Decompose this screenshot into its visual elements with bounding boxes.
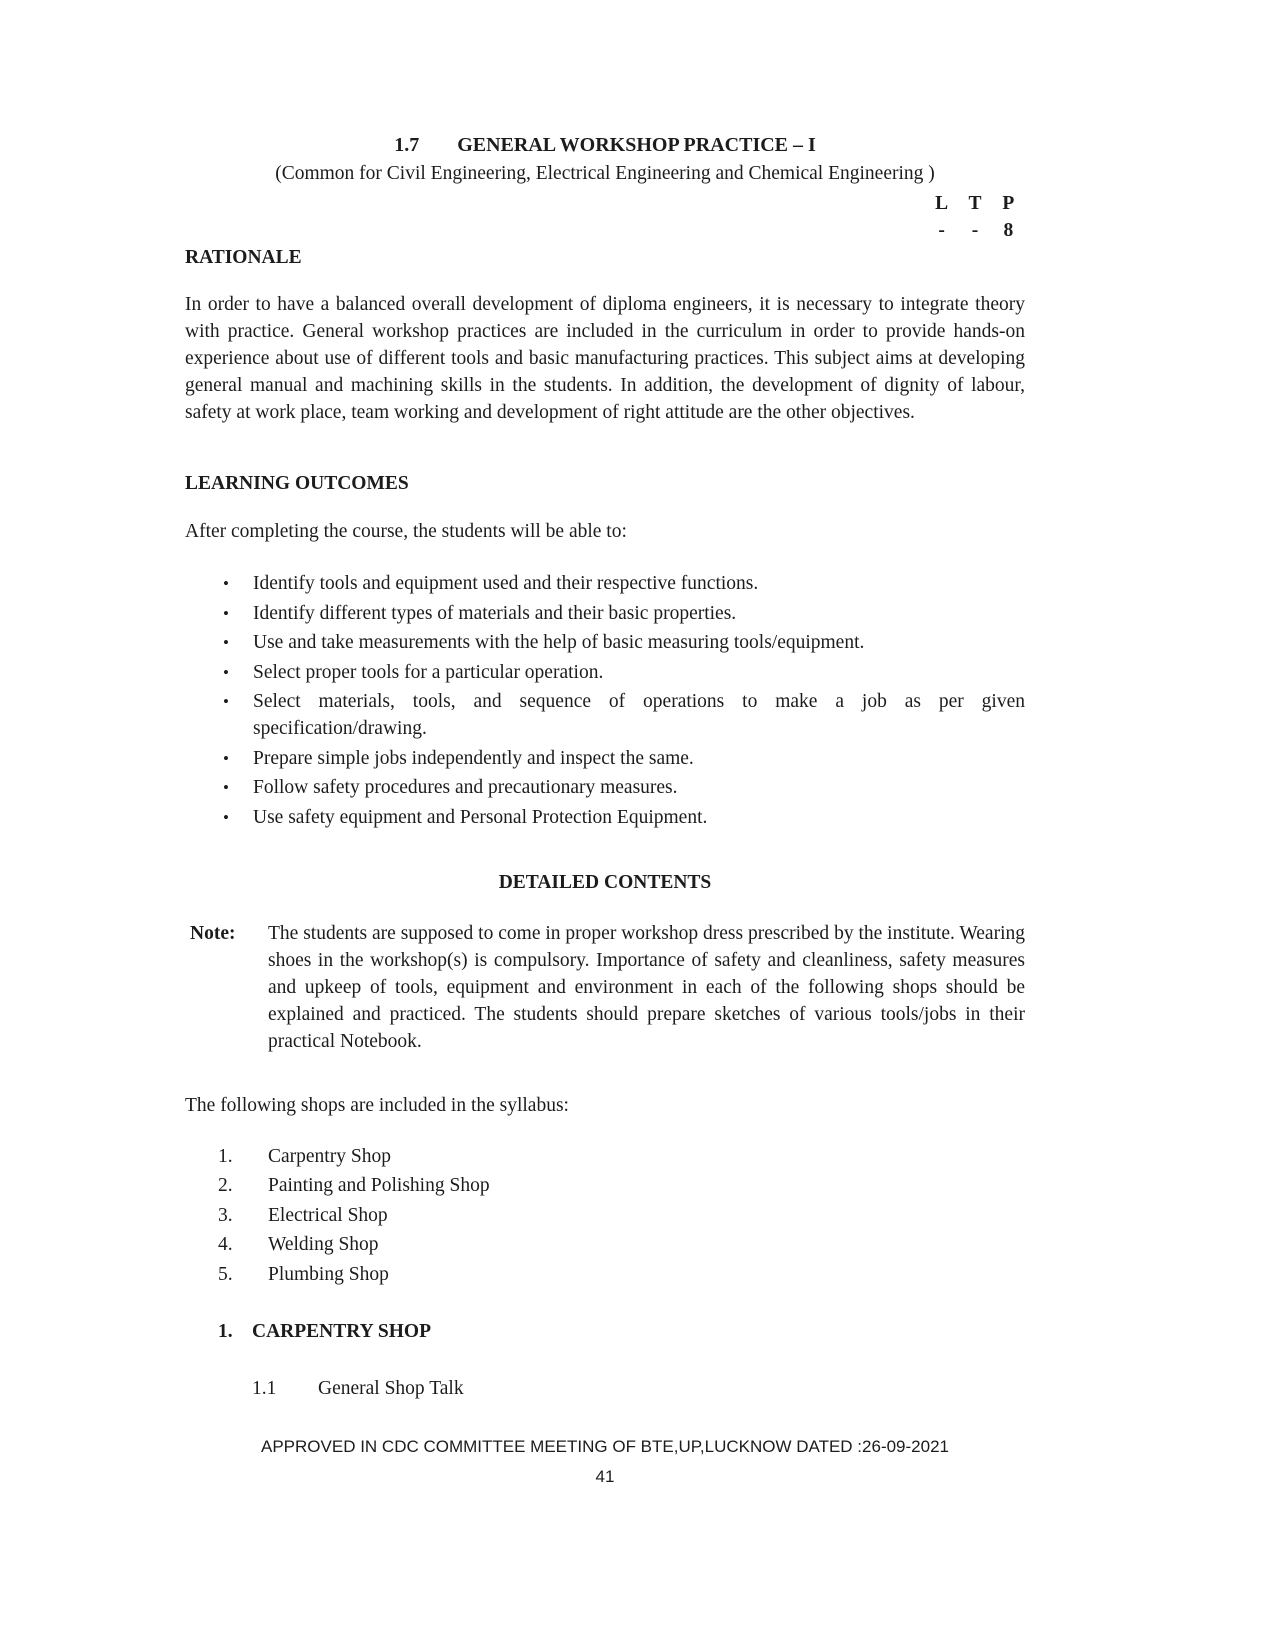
shop-label: Painting and Polishing Shop [268, 1175, 490, 1196]
ltp-value-t: - [971, 220, 979, 241]
subitem-title: General Shop Talk [318, 1377, 464, 1399]
ltp-table [925, 190, 1025, 244]
list-item [185, 774, 1025, 801]
list-item [185, 1143, 1025, 1170]
bullet-icon: • [223, 662, 229, 682]
shop-label: Welding Shop [268, 1234, 379, 1255]
ltp-label-p: P [1002, 193, 1015, 214]
shop-number: 4. [218, 1234, 233, 1255]
learning-outcomes-list [185, 570, 1025, 831]
list-item [185, 804, 1025, 831]
bullet-icon: • [223, 603, 229, 623]
outcome-text: Use safety equipment and Personal Protection Equipment. [253, 806, 708, 828]
outcomes-intro: After completing the course, the students will be able to: [185, 521, 627, 542]
section-heading-rationale: RATIONALE [185, 247, 302, 268]
course-number: 1.7 [394, 134, 420, 156]
shop-number: 2. [218, 1175, 233, 1196]
bullet-icon: • [223, 574, 229, 593]
rationale-paragraph: In order to have a balanced overall development of diploma engineers, it is necessary to integrate theory with practice. General workshop practices are included in the curriculum in order to provide hands-on experience about use of different tools and basic manufacturing practices. This subject aims at developing general manual and machining skills in the students. In addition, the development of dignity of labour, safety at work place, team working and development of right attitude are the other objectives. [185, 294, 1025, 423]
shop-number: 5. [218, 1263, 233, 1285]
bullet-icon: • [223, 748, 229, 768]
outcome-text: Follow safety procedures and precautionary measures. [253, 777, 678, 798]
outcome-text: Identify different types of materials and their basic properties. [253, 602, 737, 624]
note-body: The students are supposed to come in proper workshop dress prescribed by the institute. Wearing shoes in the workshop(s) is compulsory. Importance of safety and cleanliness, safety measures and upkeep of tools, equipment and environment in each of the following shops should be explained and practiced. The students should prepare sketches of various tools/jobs in their practical Notebook. [268, 922, 1025, 1052]
carpentry-subitem [185, 1375, 1025, 1402]
shop-label: Carpentry Shop [268, 1145, 391, 1167]
ltp-values-row [925, 217, 1025, 244]
page-subtitle: (Common for Civil Engineering, Electrical Engineering and Chemical Engineering ) [275, 163, 935, 184]
bullet-icon: • [223, 633, 229, 652]
carpentry-heading-text: CARPENTRY SHOP [252, 1320, 431, 1342]
shop-label: Electrical Shop [268, 1204, 388, 1226]
shop-number: 3. [218, 1204, 233, 1226]
list-item [185, 1231, 1025, 1258]
outcome-text: Identify tools and equipment used and their respective functions. [253, 573, 759, 594]
page-number: 41 [595, 1466, 615, 1486]
list-item [185, 1202, 1025, 1229]
course-title-text: GENERAL WORKSHOP PRACTICE – I [457, 134, 816, 156]
list-item [185, 1172, 1025, 1199]
note-label: Note: [190, 922, 236, 944]
section-heading-detailed-contents: DETAILED CONTENTS [498, 871, 712, 893]
shop-number: 1. [218, 1145, 233, 1167]
page-title [185, 132, 1025, 159]
ltp-label-l: L [935, 193, 949, 214]
ltp-value-p: 8 [1003, 220, 1014, 241]
ltp-label-t: T [968, 193, 982, 214]
section-heading-learning-outcomes: LEARNING OUTCOMES [185, 473, 409, 494]
shop-label: Plumbing Shop [268, 1263, 389, 1285]
list-item [185, 570, 1025, 597]
outcome-text: Select materials, tools, and sequence of operations to make a job as per given specification/drawing. [253, 691, 1025, 739]
shops-list [185, 1143, 1025, 1288]
bullet-icon: • [223, 778, 229, 797]
list-item [185, 629, 1025, 656]
outcome-text: Use and take measurements with the help of basic measuring tools/equipment. [253, 632, 865, 653]
ltp-labels-row [925, 190, 1025, 217]
ltp-value-l: - [938, 220, 945, 241]
outcome-text: Prepare simple jobs independently and inspect the same. [253, 747, 694, 769]
document-content [185, 132, 1025, 1490]
shops-intro: The following shops are included in the syllabus: [185, 1094, 569, 1116]
list-item [185, 745, 1025, 772]
carpentry-heading-number: 1. [218, 1320, 233, 1342]
subitem-number: 1.1 [252, 1377, 277, 1399]
bullet-icon: • [223, 807, 229, 827]
list-item [185, 688, 1025, 742]
footer-approval: APPROVED IN CDC COMMITTEE MEETING OF BTE,UP,LUCKNOW DATED :26-09-2021 [261, 1436, 949, 1456]
bullet-icon: • [223, 692, 229, 711]
list-item [185, 659, 1025, 686]
carpentry-shop-heading [185, 1318, 1025, 1345]
outcome-text: Select proper tools for a particular operation. [253, 661, 604, 683]
list-item [185, 600, 1025, 627]
note-block [185, 920, 1025, 1055]
list-item [185, 1261, 1025, 1288]
